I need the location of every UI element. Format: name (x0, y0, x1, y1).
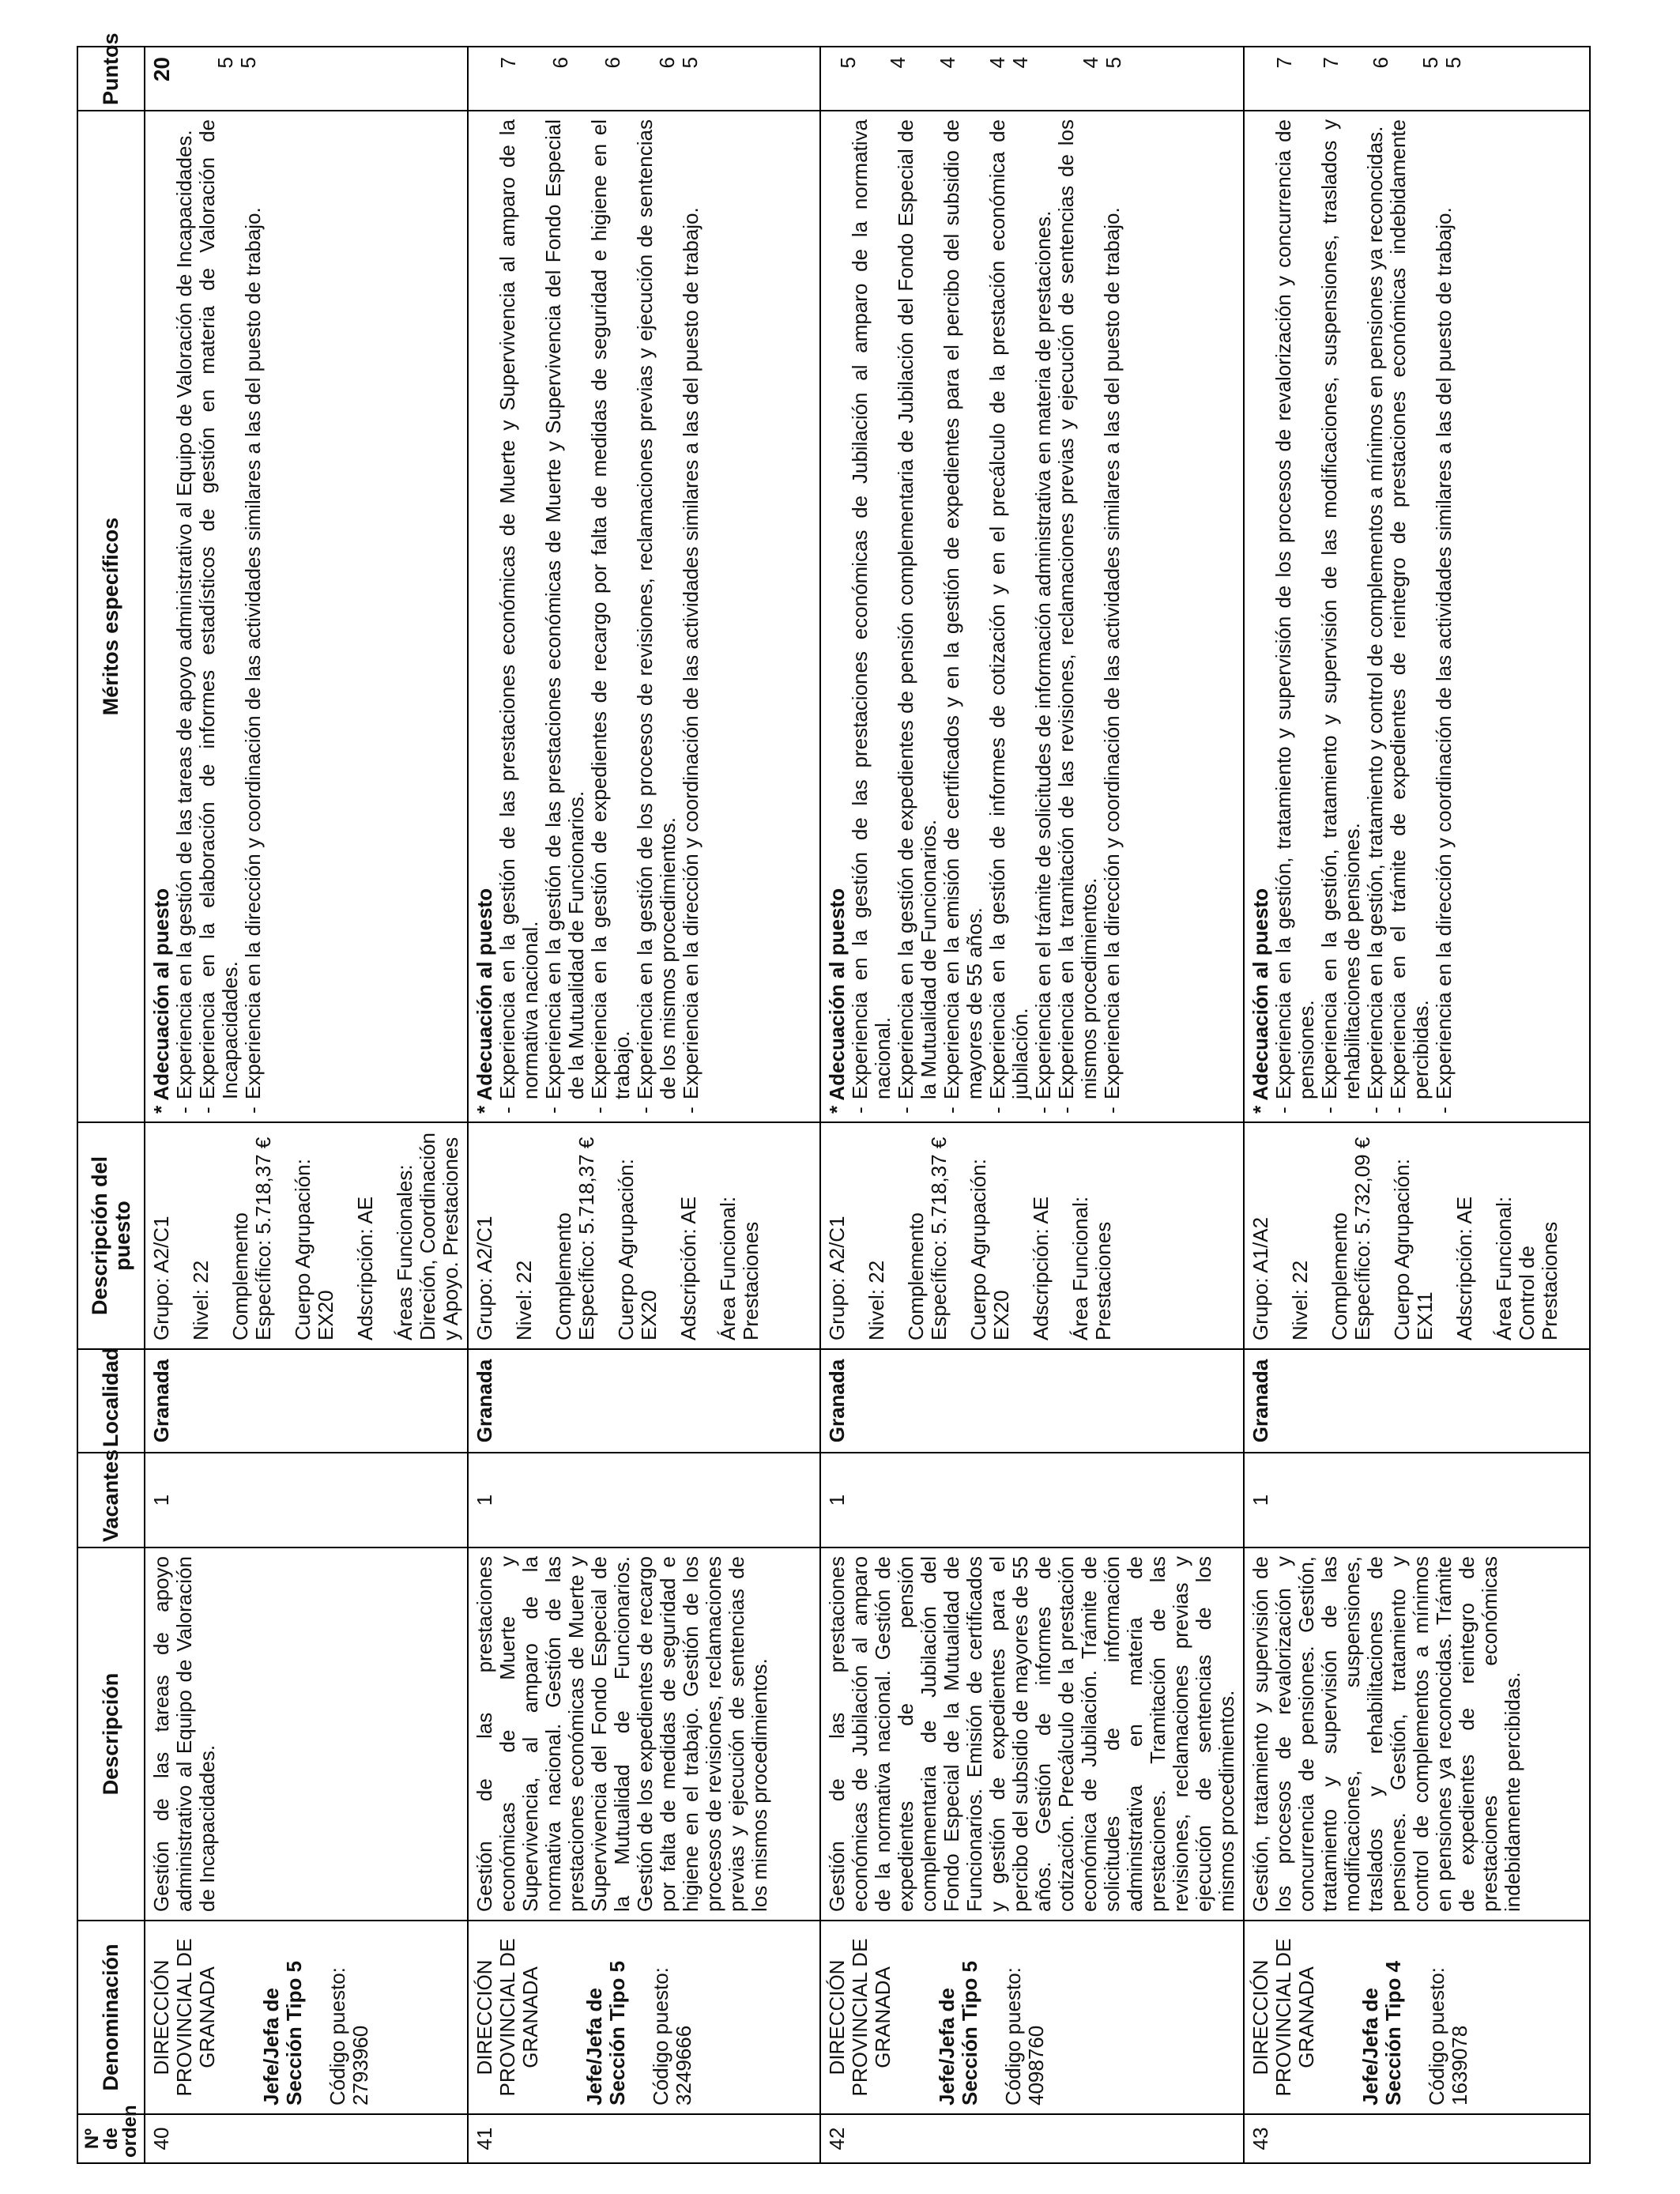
nivel: Nivel: 22 (1288, 1260, 1312, 1340)
merit-text: Experiencia en la dirección y coordinación de las actividades similares a las del puesto de trabajo. (679, 207, 703, 1099)
merit-text: Experiencia en la dirección y coordinación de las actividades similares a las del puesto de trabajo. (241, 207, 265, 1099)
merit-text: Experiencia en la gestión de expedientes de pensión complementaria de Jubilación del Fondo Especial de la Mutualidad de Funcionarios. (894, 119, 940, 1099)
points-value: 4 (936, 57, 959, 69)
puntos-cell (820, 47, 1244, 111)
organization: DIRECCIÓN PROVINCIAL DE GRANADA (825, 1938, 895, 2097)
area-funcional: Área Funcional: Prestaciones (1068, 1196, 1115, 1340)
merit-text: Experiencia en la gestión, tratamiento y supervisión de las modificaciones, suspensiones, traslados y rehabilitaciones de pensiones. (1317, 119, 1364, 1099)
points-value: 7 (496, 57, 520, 69)
job-code: Código puesto: 1639078 (1425, 1967, 1471, 2105)
cuerpo-agrupacion: Cuerpo Agrupación: EX20 (291, 1159, 337, 1340)
points-value: 6 (1369, 57, 1392, 69)
points-value: 5 (678, 57, 702, 69)
merit-item (895, 119, 940, 1114)
denominacion-cell (820, 1921, 1244, 2114)
bullet-dash-icon: - (1054, 1106, 1078, 1114)
bullet-dash-icon: - (1432, 1106, 1456, 1114)
points-value: 5 (1441, 57, 1465, 69)
puntos-cell (145, 47, 468, 111)
header-denominacion: Denominación (77, 1921, 145, 2114)
points-value: 5 (213, 57, 237, 69)
merit-item (1364, 119, 1387, 1114)
adscripcion: Adscripción: AE (353, 1196, 377, 1340)
bullet-dash-icon: - (172, 1106, 196, 1114)
bullet-dash-icon: - (195, 1106, 219, 1114)
rotated-page (77, 32, 1561, 2164)
points-value: 5 (1102, 57, 1125, 69)
grupo: Grupo: A2/C1 (473, 1216, 496, 1340)
points-value: 7 (1272, 57, 1296, 69)
points-value: 4 (886, 57, 910, 69)
grupo: Grupo: A2/C1 (825, 1216, 849, 1340)
bullet-dash-icon: - (587, 1106, 611, 1114)
denominacion-cell (468, 1921, 820, 2114)
job-title: Jefe/Jefa de Sección Tipo 5 (582, 1960, 629, 2105)
points-value: 6 (655, 57, 679, 69)
bullet-dash-icon: - (633, 1106, 657, 1114)
merit-text: Experiencia en la gestión de informes de cotización y en el precálculo de la prestación económica de jubilación. (985, 119, 1032, 1099)
merit-text: Experiencia en la tramitación de las revisiones, reclamaciones previas y ejecución de sentencias de los mismos procedimientos. (1054, 119, 1101, 1099)
bullet-dash-icon: - (1317, 1106, 1341, 1114)
points-value: 5 (1418, 57, 1442, 69)
vacantes-cell: 1 (145, 1453, 468, 1547)
merit-text: Experiencia en la gestión de los procesos de revisiones, reclamaciones previas y ejecución de sentencias de los mismos procedimientos. (633, 119, 680, 1099)
organization: DIRECCIÓN PROVINCIAL DE GRANADA (473, 1938, 542, 2097)
puntos-cell (1244, 47, 1590, 111)
adscripcion: Adscripción: AE (676, 1196, 700, 1340)
vacantes-cell: 1 (820, 1453, 1244, 1547)
table-row (820, 47, 1244, 2163)
header-descripcion: Descripción (77, 1547, 145, 1921)
descripcion-cell: Gestión de las prestaciones económicas de Muerte y Supervivencia, al amparo de la normativa nacional. Gestión de las prestaciones económicas de Muerte y Supervivencia del Fondo Especial de la Mutualidad de Funcionarios. Gestión de los expedientes de recargo por falta de medidas de seguridad e higiene en el trabajo. Gestión de los procesos de revisiones, reclamaciones previas y ejecución de sentencias de los mismos procedimientos. (468, 1547, 820, 1921)
merit-text: Experiencia en la gestión, tratamiento y supervisión de los procesos de revalorización y concurrencia de pensiones. (1271, 119, 1318, 1099)
area-funcional: Área Funcional: Prestaciones (716, 1196, 763, 1340)
vacantes-cell: 1 (468, 1453, 820, 1547)
merit-item (242, 119, 265, 1114)
meritos-cell (145, 111, 468, 1122)
merit-item (1433, 119, 1456, 1114)
merit-text: Experiencia en la dirección y coordinación de las actividades similares a las del puesto de trabajo. (1432, 207, 1456, 1099)
job-code: Código puesto: 2793960 (326, 1967, 372, 2105)
merit-item (196, 119, 242, 1114)
merit-item (1101, 119, 1124, 1114)
merit-item (1387, 119, 1433, 1114)
positions-table (77, 32, 1591, 2164)
header-meritos: Méritos específicos (77, 111, 145, 1122)
header-localidad: Localidad (77, 1349, 145, 1453)
merit-text: Experiencia en la gestión, tratamiento y control de complementos a mínimos en pensiones ya reconocidas. (1363, 126, 1387, 1099)
meritos-cell (1244, 111, 1590, 1122)
points-value: 5 (836, 57, 860, 69)
points-value: 5 (236, 57, 260, 69)
merit-text: Experiencia en la dirección y coordinación de las actividades similares a las del puesto de trabajo. (1100, 207, 1124, 1099)
merit-item (986, 119, 1032, 1114)
merit-item (173, 119, 196, 1114)
meritos-heading: * Adecuación al puesto (1249, 888, 1272, 1114)
bullet-dash-icon: - (848, 1106, 872, 1114)
table-row (1244, 47, 1590, 2163)
merit-text: Experiencia en la gestión de las prestaciones económicas de Muerte y Supervivencia al amparo de la normativa nacional. (495, 119, 542, 1099)
bullet-dash-icon: - (894, 1106, 917, 1114)
descripcion-puesto-cell (468, 1122, 820, 1349)
job-code: Código puesto: 3249666 (649, 1967, 695, 2105)
merit-item (496, 119, 542, 1114)
job-title: Jefe/Jefa de Sección Tipo 4 (1358, 1960, 1405, 2105)
merit-item (680, 119, 703, 1114)
merit-item (1318, 119, 1364, 1114)
header-orden: Nº de orden (77, 2114, 145, 2163)
area-funcional: Áreas Funcionales: Direción, Coordinación y Apoyo. Prestaciones (393, 1132, 462, 1340)
table-row (468, 47, 820, 2163)
denominacion-cell (145, 1921, 468, 2114)
complemento-especifico: Complemento Específico: 5.718,37 € (228, 1137, 275, 1340)
merit-text: Experiencia en la emisión de certificados y en la gestión de expedientes para el percibo del subsidio de mayores de 55 años. (940, 119, 986, 1099)
merit-item (634, 119, 680, 1114)
merit-text: Experiencia en la gestión de las prestaciones económicas de Muerte y Supervivencia del Fondo Especial de la Mutualidad de Funcionarios. (541, 119, 588, 1099)
merit-text: Experiencia en la gestión de las prestaciones económicas de Jubilación al amparo de la normativa nacional. (848, 119, 895, 1099)
denominacion-cell (1244, 1921, 1590, 2114)
complemento-especifico: Complemento Específico: 5.718,37 € (904, 1137, 951, 1340)
area-funcional: Área Funcional: Control de Prestaciones (1492, 1196, 1561, 1340)
localidad-cell: Granada (468, 1349, 820, 1453)
table-row (145, 47, 468, 2163)
localidad-cell: Granada (820, 1349, 1244, 1453)
nivel: Nivel: 22 (512, 1260, 536, 1340)
job-title: Jefe/Jefa de Sección Tipo 5 (935, 1960, 981, 2105)
merit-text: Experiencia en el trámite de expedientes de reintegro de prestaciones económicas indebidamente percibidas. (1386, 119, 1433, 1099)
cuerpo-agrupacion: Cuerpo Agrupación: EX20 (966, 1159, 1013, 1340)
descripcion-puesto-cell (1244, 1122, 1590, 1349)
bullet-dash-icon: - (1271, 1106, 1295, 1114)
bullet-dash-icon: - (1363, 1106, 1387, 1114)
points-value: 6 (601, 57, 624, 69)
grupo: Grupo: A1/A2 (1249, 1216, 1272, 1340)
meritos-cell (468, 111, 820, 1122)
merit-item (588, 119, 634, 1114)
meritos-heading: * Adecuación al puesto (825, 888, 849, 1114)
header-vacantes: Vacantes (77, 1453, 145, 1547)
cuerpo-agrupacion: Cuerpo Agrupación: EX11 (1390, 1159, 1437, 1340)
meritos-cell (820, 111, 1244, 1122)
bullet-dash-icon: - (495, 1106, 519, 1114)
points-value: 4 (985, 57, 1009, 69)
bullet-dash-icon: - (1031, 1106, 1055, 1114)
merit-text: Experiencia en la gestión de expedientes de recargo por falta de medidas de seguridad e higiene en el trabajo. (587, 119, 634, 1099)
grupo: Grupo: A2/C1 (149, 1216, 173, 1340)
complemento-especifico: Complemento Específico: 5.732,09 € (1328, 1137, 1374, 1340)
header-descripcion-puesto: Descripción del puesto (77, 1122, 145, 1349)
points-value: 6 (548, 57, 572, 69)
puntos-cell (468, 47, 820, 111)
points-value: 20 (149, 57, 174, 82)
merit-item (1055, 119, 1101, 1114)
merit-item (542, 119, 588, 1114)
header-row (77, 47, 145, 2163)
nivel: Nivel: 22 (864, 1260, 888, 1340)
merit-text: Experiencia en el trámite de solicitudes de información administrativa en materia de prestaciones. (1031, 210, 1055, 1099)
meritos-heading: * Adecuación al puesto (473, 888, 496, 1114)
job-title: Jefe/Jefa de Sección Tipo 5 (259, 1960, 306, 2105)
points-value: 4 (1008, 57, 1032, 69)
orden-cell: 41 (468, 2114, 820, 2163)
points-value: 4 (1079, 57, 1102, 69)
adscripcion: Adscripción: AE (1452, 1196, 1476, 1340)
merit-item (849, 119, 895, 1114)
localidad-cell: Granada (1244, 1349, 1590, 1453)
merit-item (1032, 119, 1055, 1114)
merit-item (1272, 119, 1318, 1114)
bullet-dash-icon: - (679, 1106, 703, 1114)
descripcion-puesto-cell (145, 1122, 468, 1349)
meritos-heading: * Adecuación al puesto (149, 888, 173, 1114)
bullet-dash-icon: - (241, 1106, 265, 1114)
localidad-cell: Granada (145, 1349, 468, 1453)
orden-cell: 40 (145, 2114, 468, 2163)
bullet-dash-icon: - (1386, 1106, 1410, 1114)
job-code: Código puesto: 4098760 (1001, 1967, 1048, 2105)
descripcion-puesto-cell (820, 1122, 1244, 1349)
cuerpo-agrupacion: Cuerpo Agrupación: EX20 (614, 1159, 661, 1340)
orden-cell: 42 (820, 2114, 1244, 2163)
merit-text: Experiencia en la gestión de las tareas de apoyo administrativo al Equipo de Valoración de Incapacidades. (172, 130, 196, 1099)
bullet-dash-icon: - (541, 1106, 565, 1114)
descripcion-cell: Gestión de las prestaciones económicas de Jubilación al amparo de la normativa nacional. Gestión de expedientes de pensión complementaria de Jubilación del Fondo Especial de la Mutualidad de Funcionarios. Emisión de certificados y gestión de expedientes para el percibo del subsidio de mayores de 55 años. Gestión de informes de cotización. Precálculo de la prestación económica de Jubilación. Trámite de solicitudes de información administrativa en materia de prestaciones. Tramitación de las revisiones, reclamaciones previas y ejecución de sentencias de los mismos procedimientos. (820, 1547, 1244, 1921)
nivel: Nivel: 22 (189, 1260, 213, 1340)
descripcion-cell: Gestión de las tareas de apoyo administrativo al Equipo de Valoración de Incapacidades. (145, 1547, 468, 1921)
vacantes-cell: 1 (1244, 1453, 1590, 1547)
bullet-dash-icon: - (940, 1106, 963, 1114)
merit-text: Experiencia en la elaboración de informes estadísticos de gestión en materia de Valoración de Incapacidades. (195, 119, 242, 1099)
bullet-dash-icon: - (1100, 1106, 1124, 1114)
complemento-especifico: Complemento Específico: 5.718,37 € (552, 1137, 598, 1340)
points-value: 7 (1319, 57, 1343, 69)
orden-cell: 43 (1244, 2114, 1590, 2163)
descripcion-cell: Gestión, tratamiento y supervisión de los procesos de revalorización y concurrencia de pensiones. Gestión, tratamiento y supervisión de las modificaciones, suspensiones, traslados y rehabilitaciones de pensiones. Gestión, tratamiento y control de complementos a mínimos en pensiones ya reconocidas. Trámite de expedientes de reintegro de prestaciones económicas indebidamente percibidas. (1244, 1547, 1590, 1921)
merit-item (940, 119, 986, 1114)
organization: DIRECCIÓN PROVINCIAL DE GRANADA (1249, 1938, 1318, 2097)
organization: DIRECCIÓN PROVINCIAL DE GRANADA (149, 1938, 219, 2097)
table-body (145, 47, 1590, 2163)
bullet-dash-icon: - (985, 1106, 1009, 1114)
adscripcion: Adscripción: AE (1029, 1196, 1053, 1340)
header-puntos: Puntos (77, 47, 145, 111)
